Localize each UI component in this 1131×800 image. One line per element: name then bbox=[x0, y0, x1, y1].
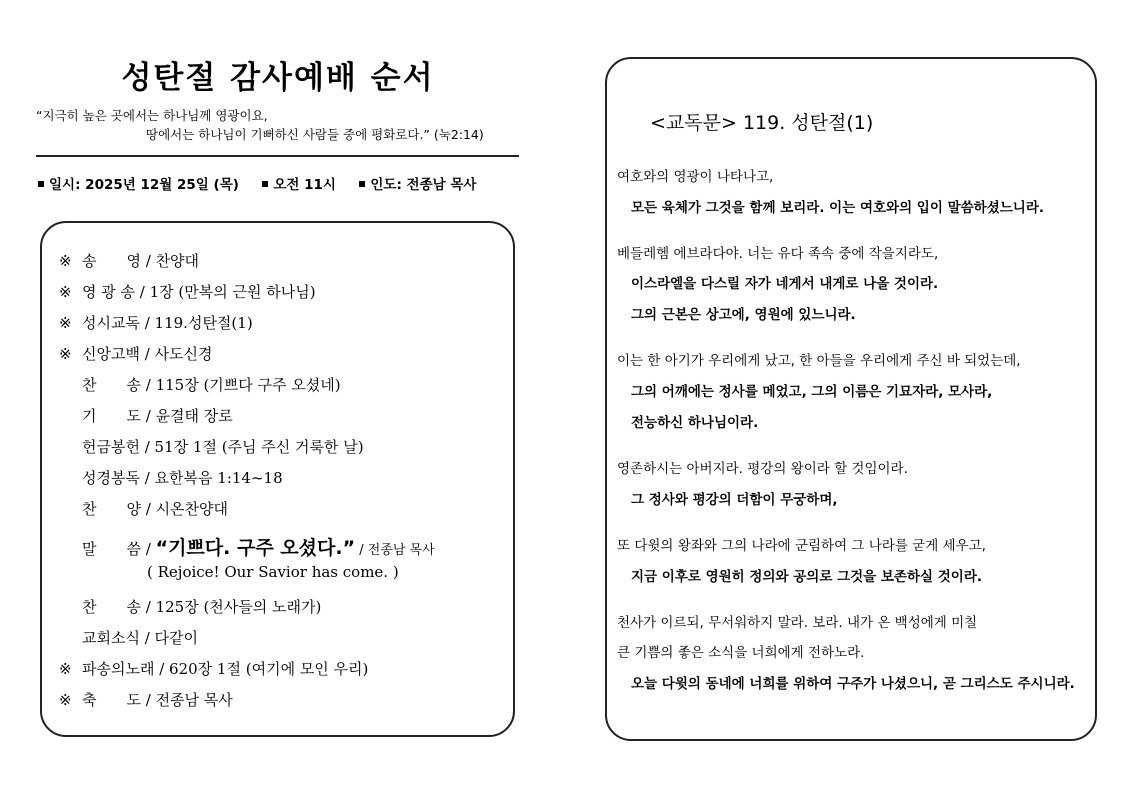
epigraph-verse bbox=[36, 106, 484, 144]
order-item: 교회소식 / 다같이 bbox=[82, 629, 199, 647]
reading-response-line: 이스라엘을 다스릴 자가 네게서 내게로 나올 것이라. bbox=[631, 276, 939, 292]
sermon-title: “기쁘다. 구주 오셨다.” bbox=[155, 537, 356, 559]
reading-leader-line: 여호와의 영광이 나타나고, bbox=[617, 169, 774, 185]
reading-leader-line: 베들레헴 에브라다야. 너는 유다 족속 중에 작을지라도, bbox=[617, 246, 939, 262]
page-title: 성탄절 감사예배 순서 bbox=[121, 60, 435, 96]
reading-response-line: 전능하신 하나님이라. bbox=[631, 415, 759, 431]
reading-leader-line: 또 다윗의 왕좌와 그의 나라에 군림하여 그 나라를 굳게 세우고, bbox=[617, 538, 986, 554]
order-item: 찬 송 / 125장 (천사들의 노래가) bbox=[82, 598, 322, 616]
order-item: ※ 영 광 송 / 1장 (만복의 근원 하나님) bbox=[59, 283, 316, 301]
reading-response-line: 그의 어깨에는 정사를 메었고, 그의 이름은 기묘자라, 모사라, bbox=[631, 384, 993, 400]
service-leader: 인도: 전종남 목사 bbox=[370, 177, 477, 193]
reading-response-line: 오늘 다윗의 동네에 너희를 위하여 구주가 나셨으니, 곧 그리스도 주시니라. bbox=[631, 676, 1075, 692]
sermon-label: 말 씀 / bbox=[82, 540, 156, 558]
service-info bbox=[38, 173, 476, 193]
reading-response-line: 그 정사와 평강의 더함이 무궁하며, bbox=[631, 492, 838, 508]
responsive-reading-title: <교독문> 119. 성탄절(1) bbox=[650, 112, 874, 134]
service-time: 오전 11시 bbox=[273, 177, 336, 193]
sermon-preacher: / 전종남 목사 bbox=[355, 543, 435, 558]
bullet-square-icon bbox=[262, 181, 268, 187]
reading-leader-line: 천사가 이르되, 무서워하지 말라. 보라. 내가 온 백성에게 미칠 bbox=[617, 615, 978, 631]
verse-line-2: 땅에서는 하나님이 기뻐하신 사람들 중에 평화로다.” (눅2:14) bbox=[146, 127, 484, 142]
divider bbox=[36, 155, 519, 157]
verse-line-1: “지극히 높은 곳에서는 하나님께 영광이요, bbox=[36, 108, 268, 123]
bullet-square-icon bbox=[38, 181, 44, 187]
order-item: ※ 송 영 / 찬양대 bbox=[59, 252, 200, 270]
reading-response-line: 그의 근본은 상고에, 영원에 있느니라. bbox=[631, 307, 856, 323]
order-item: ※ 성시교독 / 119.성탄절(1) bbox=[59, 314, 253, 332]
sermon-item bbox=[59, 533, 435, 560]
order-item: 기 도 / 윤결태 장로 bbox=[82, 407, 233, 425]
service-date: 일시: 2025년 12월 25일 (목) bbox=[49, 177, 239, 193]
order-item: 성경봉독 / 요한복음 1:14~18 bbox=[82, 469, 283, 487]
order-item: 찬 송 / 115장 (기쁘다 구주 오셨네) bbox=[82, 376, 341, 394]
reading-leader-line: 영존하시는 아버지라. 평강의 왕이라 할 것임이라. bbox=[617, 461, 908, 477]
order-item: 찬 양 / 시온찬양대 bbox=[82, 500, 229, 518]
order-item: ※ 축 도 / 전종남 목사 bbox=[59, 691, 233, 709]
sermon-english-title: ( Rejoice! Our Savior has come. ) bbox=[147, 563, 399, 581]
order-item: ※ 신앙고백 / 사도신경 bbox=[59, 345, 213, 363]
reading-response-line: 지금 이후로 영원히 정의와 공의로 그것을 보존하실 것이라. bbox=[631, 569, 983, 585]
reading-leader-line: 이는 한 아기가 우리에게 났고, 한 아들을 우리에게 주신 바 되었는데, bbox=[617, 353, 1021, 369]
order-item: 헌금봉헌 / 51장 1절 (주님 주신 거룩한 날) bbox=[82, 438, 364, 456]
reading-leader-line: 큰 기쁨의 좋은 소식을 너희에게 전하노라. bbox=[617, 645, 865, 661]
reading-response-line: 모든 육체가 그것을 함께 보리라. 이는 여호와의 입이 말씀하셨느니라. bbox=[631, 200, 1045, 216]
bullet-square-icon bbox=[359, 181, 365, 187]
order-item: ※ 파송의노래 / 620장 1절 (여기에 모인 우리) bbox=[59, 660, 369, 678]
